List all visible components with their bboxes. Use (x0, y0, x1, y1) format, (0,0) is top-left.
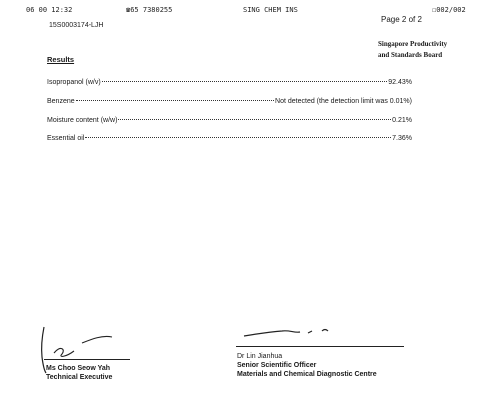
signatory-name: Ms Choo Seow Yah (46, 365, 111, 372)
result-row (47, 117, 412, 124)
result-label: Moisture content (w/w) (47, 117, 118, 124)
signatory-block (237, 352, 377, 379)
signature-line (44, 359, 130, 360)
signatory-title: Technical Executive (46, 374, 113, 381)
organization-line: and Standards Board (378, 51, 443, 59)
results-heading: Results (47, 55, 75, 64)
page-number: Page 2 of 2 (381, 15, 422, 24)
report-reference: 15S0003174-LJH (49, 22, 104, 29)
result-label: Isopropanol (w/v) (47, 79, 101, 86)
result-label: Benzene (47, 98, 75, 105)
result-label: Essential oil (47, 135, 85, 142)
result-value: 7.36% (392, 135, 412, 142)
result-value: 0.21% (392, 117, 412, 124)
dot-leader (102, 81, 388, 82)
signatory-block (46, 364, 112, 382)
dot-leader (118, 119, 391, 120)
signature-mark-right (238, 322, 358, 344)
dot-leader (76, 100, 274, 101)
signatory-department: Materials and Chemical Diagnostic Centre (237, 371, 377, 378)
fax-date-time: 06 00 12:32 (26, 6, 73, 14)
fax-phone-number: ☎65 7380255 (126, 6, 173, 14)
result-row (47, 98, 412, 105)
signature-line (236, 346, 404, 347)
result-row (47, 135, 412, 142)
fax-sender: SING CHEM INS (243, 6, 298, 14)
result-row (47, 79, 412, 86)
result-value: 92.43% (388, 79, 412, 86)
result-value: Not detected (the detection limit was 0.01%) (275, 98, 412, 105)
fax-page-icon: ☐ (432, 6, 437, 14)
dot-leader (85, 137, 391, 138)
organization-line: Singapore Productivity (378, 40, 448, 48)
organization-name (378, 39, 447, 61)
signatory-title: Senior Scientific Officer (237, 362, 317, 369)
signatory-name: Dr Lin Jianhua (237, 353, 283, 360)
fax-page-count: ☐002/002 (432, 6, 466, 14)
